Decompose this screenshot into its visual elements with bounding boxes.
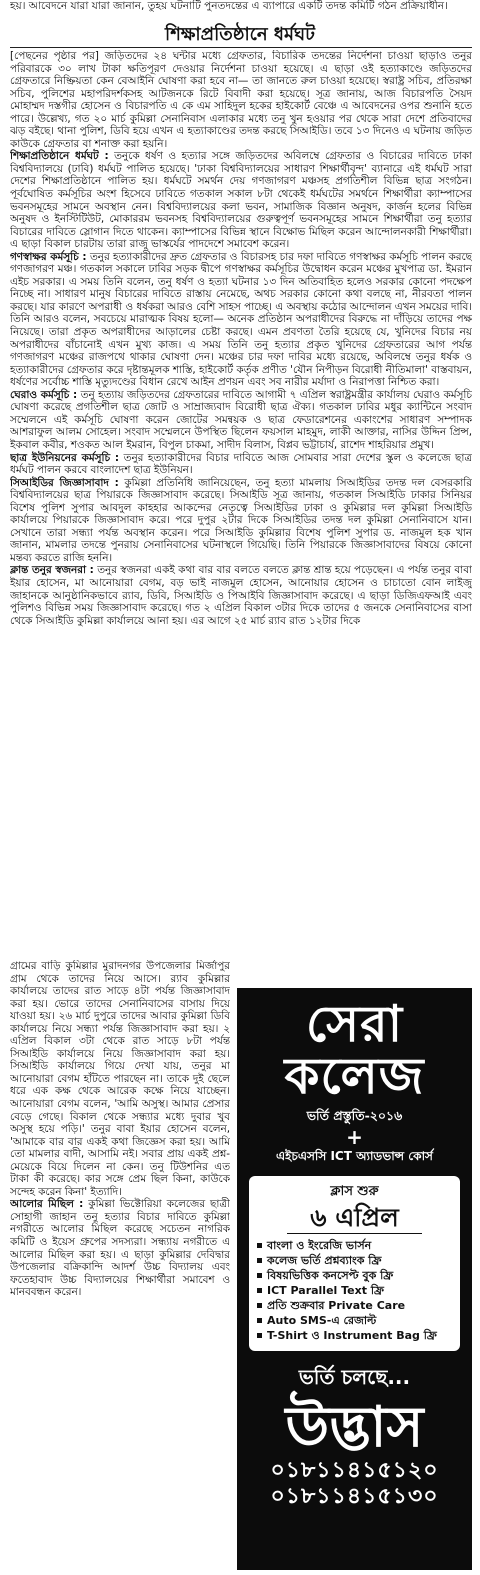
section-title: গণস্বাক্ষর কর্মসূচি : <box>10 250 87 263</box>
ad-plus: + <box>346 1125 363 1149</box>
article-headline: শিক্ষাপ্রতিষ্ঠানে ধর্মঘট <box>165 24 315 45</box>
section-title: আলোর মিছিল : <box>10 1198 84 1211</box>
feature-list <box>257 1238 452 1343</box>
ad-brand-line-1: সেরা <box>305 994 404 1053</box>
section-text: কুমিল্লা ভিক্টোরিয়া কলেজের ছাত্রী সোহাগী জাহান তনু হত্যার বিচার দাবিতে কুমিল্লা নগরীতে আলোর মিছিল করেছে সচেতন নাগরিক কমিটি ও ইয়েস গ্রুপের সদস্যরা। সন্ধ্যায় নগরীতে এ আলোর মিছিল করা হয়। এ ছাড়া কুমিল্লার দেবিদ্বার উপজেলার বক্রিকান্দি আদর্শ উচ্চ বিদ্যালয় এবং ফতেহাবাদ উচ্চ বিদ্যালয়ের শিক্ষার্থীরা সমাবেশ ও মানববন্ধন করেন। <box>10 1198 230 1299</box>
section-cid <box>10 477 472 565</box>
section-title: ঘেরাও কর্মসূচি : <box>10 388 78 401</box>
section-siege <box>10 389 472 452</box>
carry-over-text: হয়। আবেদনে যারা যারা জানান, তুহয় ঘটনাটি পুনতদন্তের এ ব্যাপারে একটি তদন্ত কমিটি গঠন প্রক্রিয়াধীন। <box>10 0 448 12</box>
section-title: ছাত্র ইউনিয়নের কর্মসূচি : <box>10 451 120 464</box>
column-text: গ্রামের বাড়ি কুমিল্লার মুরাদনগর উপজেলার মির্জাপুর গ্রাম থেকে তাদের নিয়ে আসে। র‍্যাব কুমিল্লার কার্যালয়ে তাদের রাত সাড়ে ৪টা পর্যন্ত জিজ্ঞাসাবাদ করা হয়। ভোরে তাদের সেনানিবাসের বাসায় দিয়ে যাওয়া হয়। ২৬ মার্চ দুপুরে তাদের আবার কুমিল্লা ডিবি কার্যালয়ে নিয়ে সন্ধ্যা পর্যন্ত জিজ্ঞাসাবাদ করা হয়। ২ এপ্রিল বিকাল ৩টা থেকে রাত সাড়ে ৮টা পর্যন্ত সিআইডি কার্যালয়ে নিয়ে জিজ্ঞাসাবাদ করা হয়। সিআইডি কার্যালয়ে গিয়ে দেখা যায়, তনুর মা আনোয়ারা বেগম হাঁটতে পারছেন না। তাকে দুই ছেলে ধরে এক কক্ষ থেকে আরেক কক্ষে নিয়ে যাচ্ছেন। আনোয়ারা বেগম বলেন, 'আমি অসুস্থ। আমার প্রেসার বেড়ে গেছে। বিকাল থেকে সন্ধ্যার মধ্যে দুবার খুব অসুস্থ হয়ে পড়ি।' তনুর বাবা ইয়ার হোসেন বলেন, 'আমাকে বার বার একই কথা জিজ্ঞেস করা হয়। আমি তো মামলার বাদী, আসামি নই। সবার প্রায় একই প্রশ্ন- মেয়েকে বিয়ে দিলেন না কেন। তনু টিউশনির এত টাকা কী করেছে। কার সঙ্গে প্রেম ছিল কিনা, কাউকে সন্দেহ করেন কিনা' ইত্যাদি। <box>10 960 230 1198</box>
headline-rule <box>10 47 472 48</box>
section-text: তনুর হত্যাকারীদের বিচার দাবিতে আজ সোমবার সারা দেশের স্কুল ও কলেজে ছাত্র ধর্মঘট পালন করবে বাংলাদেশ ছাত্র ইউনিয়ন। <box>10 451 472 477</box>
phone-number: ০১৮১১৪১৫১৩০ <box>270 1484 439 1509</box>
section-text: তনুকে ধর্ষণ ও হত্যার সঙ্গে জড়িতদের অবিলম্বে গ্রেফতার ও বিচারের দাবিতে ঢাকা বিশ্ববিদ্যালয়ে (ঢাবি) ধর্মঘট পালিত হয়েছে। 'ঢাকা বিশ্ববিদ্যালয়ের সাধারণ শিক্ষার্থীবৃন্দ' ব্যানারে এই ধর্মঘট সারা দেশের শিক্ষাপ্রতিষ্ঠানে পালিত হয়। ধর্মঘটে সমর্থন দেয় গণজাগরণ মঞ্চসহ প্রগতিশীল বিভিন্ন ছাত্র সংগঠন। পূর্বঘোষিত কর্মসূচির অংশ হিসেবে ঢাবিতে গতকাল সকাল ৮টা থেকেই ধর্মঘটের সমর্থনে শিক্ষার্থীরা ক্যাম্পাসের ভবনসমূহের সামনে অবস্থান নেন। বিশ্ববিদ্যালয়ের কলা ভবন, সামাজিক বিজ্ঞান অনুষদ, কার্জন হলের বিভিন্ন অনুষদ ও ইনস্টিটিউট, মোকাররম ভবনসহ বিশ্ববিদ্যালয়ের গুরুত্বপূর্ণ ভবনসমূহের সামনে শিক্ষার্থীরা তনু হত্যার বিচারের দাবিতে স্লোগান দিতে থাকেন। ক্যাম্পাসের বিভিন্ন স্থানে বিক্ষোভ মিছিল করেন আন্দোলনকারী শিক্ষার্থীরা। এ ছাড়া বিকাল চারটায় তারা রাজু ভাস্কর্যের পাদদেশে সমাবেশ করেন। <box>10 150 472 251</box>
section-text: তনুর হত্যাকারীদের দ্রুত গ্রেফতার ও বিচারসহ চার দফা দাবিতে গণস্বাক্ষর কর্মসূচি পালন করছে গণজাগরণ মঞ্চ। গতকাল সকালে ঢাবির সড়ক দ্বীপে গণস্বাক্ষর কর্মসূচির উদ্বোধন করেন মঞ্চের মুখপাত্র ডা. ইমরান এইচ সরকার। এ সময় তিনি বলেন, তনু ধর্ষণ ও হত্যা ঘটনার ১৩ দিন অতিবাহিত হলেও সরকার কোনো পদক্ষেপ নিচ্ছে না। সাধারণ মানুষ বিচারের দাবিতে রাস্তায় নেমেছে, অথচ সরকার কোনো কথা বলছে না, নীরবতা পালন করছে। যার কারণে অপরাধী ও ধর্ষকরা আরও বেশি সাহস পাচ্ছে। এ অবস্থায় কঠোর আন্দোলন এখন সময়ের দাবি। তিনি আরও বলেন, সবচেয়ে মারাত্মক বিষয় হলো— অনেক প্রতিষ্ঠান অপরাধীদের বিরুদ্ধে না দাঁড়িয়ে তাদের পক্ষ নিয়েছে। তারা প্রকৃত অপরাধীদের আড়ালের চেষ্টা করছে। এমন প্রবণতা তৈরি হয়েছে যে, খুনিদের বিচার নয় অপরাধীদের বাঁচানোই এখন মুখ্য কাজ। এ সময় তিনি তনু হত্যার প্রকৃত খুনিদের গ্রেফতারের আগ পর্যন্ত গণজাগরণ মঞ্চের রাজপথে থাকার ঘোষণা দেন। মঞ্চের চার দফা দাবির মধ্যে রয়েছে, অবিলম্বে তনুর ধর্ষক ও হত্যাকারীদের গ্রেফতার করে দৃষ্টান্তমূলক শাস্তি, হাইকোর্ট কর্তৃক প্রণীত 'যৌন নিপীড়ন বিরোধী নীতিমালা' বাস্তবায়ন, ধর্ষণের সর্বোচ্চ শাস্তি মৃত্যুদণ্ডের বিধান রেখে আইন প্রণয়ন এবং সব নারীর মর্যাদা ও নিরাপত্তা নিশ্চিত করা। <box>10 250 472 389</box>
article-body <box>10 50 472 960</box>
section-text: কুমিল্লা প্রতিনিধি জানিয়েছেন, তনু হত্যা মামলায় সিআইডির তদন্ত দল বেসরকারি বিশ্ববিদ্যালয়ের ছাত্র পিয়ারকে জিজ্ঞাসাবাদ করেছে। সিআইডি সূত্র জানায়, গতকাল সিআইডি ঢাকার সিনিয়র বিশেষ পুলিশ সুপার আবদুল কাহহার আকন্দের নেতৃত্বে সিআইডির ঢাকা ও কুমিল্লার দল কুমিল্লা সিআইডি কার্যালয়ে পিয়ারকে জিজ্ঞাসাবাদ করে। পরে দুপুর ২টার দিকে সিআইডির তদন্ত দল কুমিল্লা সেনানিবাসে যান। সেখানে তারা সন্ধ্যা পর্যন্ত অবস্থান করেন। পরে সিআইডি কুমিল্লার বিশেষ পুলিশ সুপার ড. নাজমুল হক খান জানান, মামলার তদন্তে পুনরায় সেনানিবাসের ঘটনাস্থলে গিয়েছি। তিনি পিয়ারকে জিজ্ঞাসাবাদের বিষয়ে কোনো মন্তব্য করতে রাজি হননি। <box>10 476 472 564</box>
feature-item: প্রতি শুক্রবার Private Care <box>257 1298 452 1313</box>
ad-course: এইচএসসি ICT অ্যাডভান্স কোর্স <box>276 1149 433 1163</box>
ad-feature-box <box>249 1176 460 1351</box>
section-title: সিআইডির জিজ্ঞাসাবাদ : <box>10 476 119 489</box>
feature-item: T-Shirt ও Instrument Bag ফ্রি <box>257 1328 452 1343</box>
article-column <box>10 960 230 1572</box>
ad-brand-line-2: কলেজ <box>284 1046 425 1105</box>
feature-item: ICT Parallel Text ফ্রি <box>257 1283 452 1298</box>
feature-item: Auto SMS-এ রেজাল্ট <box>257 1313 452 1328</box>
section-signature <box>10 251 472 389</box>
advertisement <box>237 988 472 1570</box>
ad-session: ভর্তি প্রস্তুতি-২০১৬ <box>306 1108 403 1123</box>
section-text: তনুর স্বজনরা একই কথা বার বার বলতে বলতে ক্লান্ত শ্রান্ত হয়ে পড়েছেন। এ পর্যন্ত তনুর বাবা ইয়ার হোসেন, মা আনোয়ারা বেগম, বড় ভাই নাজমুল হোসেন, আনোয়ার হোসেন ও চাচাতো বোন লাইজু জাহানকে আনুষ্ঠানিকভাবে র‍্যাব, ডিবি, সিআইডি ও পিআইবি জিজ্ঞাসাবাদ করেছে। এ ছাড়া ডিজিএফআই এবং পুলিশও বিভিন্ন সময় জিজ্ঞাসাবাদ করেছে। গত ২ এপ্রিল বিকাল ৩টার দিকে তাদের ৫ জনকে সেনানিবাসের বাসা থেকে সিআইডি কুমিল্লা কার্যালয়ে আনা হয়। এর আগে ২৫ মার্চ র‍্যাব রাত ১২টার দিকে <box>10 564 472 627</box>
class-start-date: ৬ এপ্রিল <box>287 1203 422 1234</box>
feature-item: বিষয়ভিত্তিক কনসেপ্ট বুক ফ্রি <box>257 1268 452 1283</box>
section-light-procession <box>10 1198 230 1298</box>
admission-text: ভর্তি চলছে... <box>298 1365 411 1389</box>
section-relatives <box>10 564 472 627</box>
article-intro: [পেছনের পৃষ্ঠার পর] জড়িতদের ২৪ ঘন্টার মধ্যে গ্রেফতার, বিচারিক তদন্তের নির্দেশনা চাওয়া ছাড়াও তনুর পরিবারকে ৩০ লাখ টাকা ক্ষতিপূরণ দেওয়ার নির্দেশনা চাওয়া হয়েছে। এ ছাড়া ওই হত্যাকাণ্ডে জড়িতদের গ্রেফতারে নিষ্ক্রিয়তা কেন বেআইনি ঘোষণা করা হবে না— তা জানতে রুল চাওয়া হয়েছে। স্বরাষ্ট্র সচিব, প্রতিরক্ষা সচিব, পুলিশের মহাপরিদর্শকসহ আটজনকে রিটে বিবাদী করা হয়েছে। সূত্র জানায়, আজ বিচারপতি সৈয়দ মোহাম্মদ দস্তগীর হোসেন ও বিচারপতি এ কে এম সাহিদুল হকের হাইকোর্ট বেঞ্চে এ আবেদনের ওপর শুনানি হতে পারে। উল্লেখ্য, গত ২০ মার্চ কুমিল্লা সেনানিবাস এলাকার মধ্যে তনু খুন হওয়ার পর থেকে সারা দেশে প্রতিবাদের ঝড় বইছে। থানা পুলিশ, ডিবি হয়ে এখন এ হত্যাকাণ্ডের তদন্ত করছে সিআইডি। তবে ১৩ দিনেও এ ঘটনায় জড়িত কাউকে গ্রেফতার বা শনাক্ত করা হয়নি। <box>10 50 472 150</box>
section-text: তনু হত্যায় জড়িতদের গ্রেফতারের দাবিতে আগামী ৭ এপ্রিল স্বরাষ্ট্রমন্ত্রীর কার্যালয় ঘেরাও কর্মসূচি ঘোষণা করেছে প্রগতিশীল ছাত্র জোট ও সাম্রাজ্যবাদ বিরোধী ছাত্র ঐক্য। গতকাল ঢাবির মধুর ক্যান্টিনে সংবাদ সম্মেলনে এই কর্মসূচি ঘোষণা করেন জোটের সমন্বয়ক ও ছাত্র ফেডারেশনের একাংশের সাধারণ সম্পাদক আশরাফুল আলম সোহেল। সংবাদ সম্মেলনে উপস্থিত ছিলেন ফয়সাল মাহমুদ, লাকী আক্তার, নাসির উদ্দিন প্রিন্স, ইকবাল কবীর, শওকত আল ইমরান, বিপুল চাকমা, সাদীদ বিলাস, বিপ্লব ভট্টাচার্য, রাশেদ শাহরিয়ার প্রমুখ। <box>10 388 472 451</box>
phone-number: ০১৮১১৪১৫১২০ <box>270 1458 439 1483</box>
section-strike <box>10 150 472 250</box>
feature-item: বাংলা ও ইংরেজি ভার্সন <box>257 1238 452 1253</box>
section-title: শিক্ষাপ্রতিষ্ঠানে ধর্মঘট : <box>10 150 109 163</box>
udvash-logo: উদ্ভাস <box>285 1394 424 1460</box>
feature-item: কলেজ ভর্তি প্রশ্নব্যাংক ফ্রি <box>257 1253 452 1268</box>
section-student-union <box>10 452 472 477</box>
class-start-label: ক্লাস শুরু <box>330 1184 379 1199</box>
section-title: ক্লান্ত তনুর স্বজনরা : <box>10 564 94 577</box>
